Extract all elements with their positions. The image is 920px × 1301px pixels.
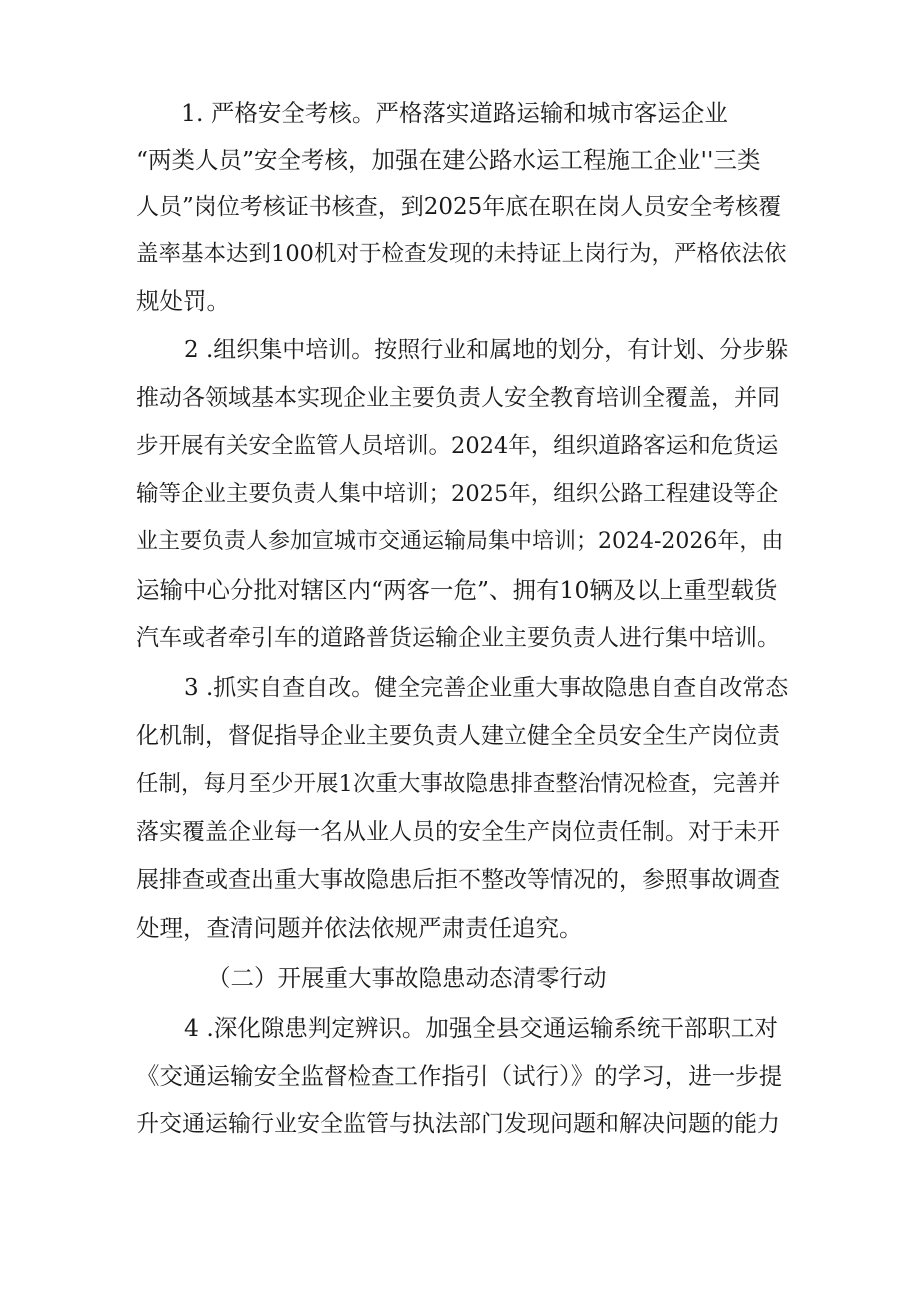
paragraph-1-line-5 xyxy=(0,273,920,329)
section-heading-text: （二）开展重大事故隐患动态清零行动 xyxy=(207,964,607,992)
paragraph-2-line-7 xyxy=(0,610,920,666)
text-line: 输等企业主要负责人集中培训；2025年，组织公路工程建设等企 xyxy=(136,481,779,507)
text-line: 落实覆盖企业每一名从业人员的安全生产岗位责任制。对于未开 xyxy=(136,819,780,845)
text-line: 2 .组织集中培训。按照行业和属地的划分，有计划、分步躲 xyxy=(184,337,789,363)
text-line: 推动各领域基本实现企业主要负责人安全教育培训全覆盖，并同 xyxy=(136,385,780,411)
text-line: 业主要负责人参加宣城市交通运输局集中培训；2024-2026年，由 xyxy=(136,529,784,554)
text-line: 盖率基本达到100机对于检查发现的未持证上岗行为，严格依法依 xyxy=(136,241,787,267)
section-heading xyxy=(0,950,920,1006)
text-line: 1. 严格安全考核。严格落实道路运输和城市客运企业 xyxy=(181,99,728,127)
paragraph-4-line-3 xyxy=(0,1096,920,1152)
text-line: “两类人员”安全考核，加强在建公路水运工程施工企业''三类 xyxy=(136,146,761,174)
text-line: 展排查或查出重大事故隐患后拒不整改等情况的，参照事故调查 xyxy=(136,867,780,893)
text-line: 4 .深化隙患判定辨识。加强全县交通运输系统干部职工对 xyxy=(184,1014,778,1042)
text-line: 汽车或者牵引车的道路普货运输企业主要负责人进行集中培训。 xyxy=(136,625,780,651)
text-line: 人员”岗位考核证书核查，到2025年底在职在岗人员安全考核覆 xyxy=(136,194,782,220)
text-line: 《交通运输安全监督检查工作指引（试行）》的学习，进一步提 xyxy=(136,1062,783,1090)
paragraph-3-line-6 xyxy=(0,900,920,956)
text-line: 升交通运输行业安全监管与执法部门发现问题和解决问题的能力 xyxy=(136,1111,780,1137)
text-line: 运输中心分批对辖区内“两客一危”、拥有10辆及以上重型载货 xyxy=(136,576,778,604)
text-line: 处理，查清问题并依法依规严肃责任追究。 xyxy=(136,914,583,942)
text-line: 规处罚。 xyxy=(136,287,230,315)
text-line: 3 .抓实自查自改。健全完善企业重大事故隐患自查自改常态 xyxy=(184,675,789,701)
text-line: 化机制，督促指导企业主要负责人建立健全全员安全生产岗位责 xyxy=(136,723,780,749)
text-line: 步开展有关安全监管人员培训。2024年，组织道路客运和危货运 xyxy=(136,433,779,459)
text-line: 任制，每月至少开展1次重大事故隐患排查整治情况检查，完善并 xyxy=(136,771,781,797)
